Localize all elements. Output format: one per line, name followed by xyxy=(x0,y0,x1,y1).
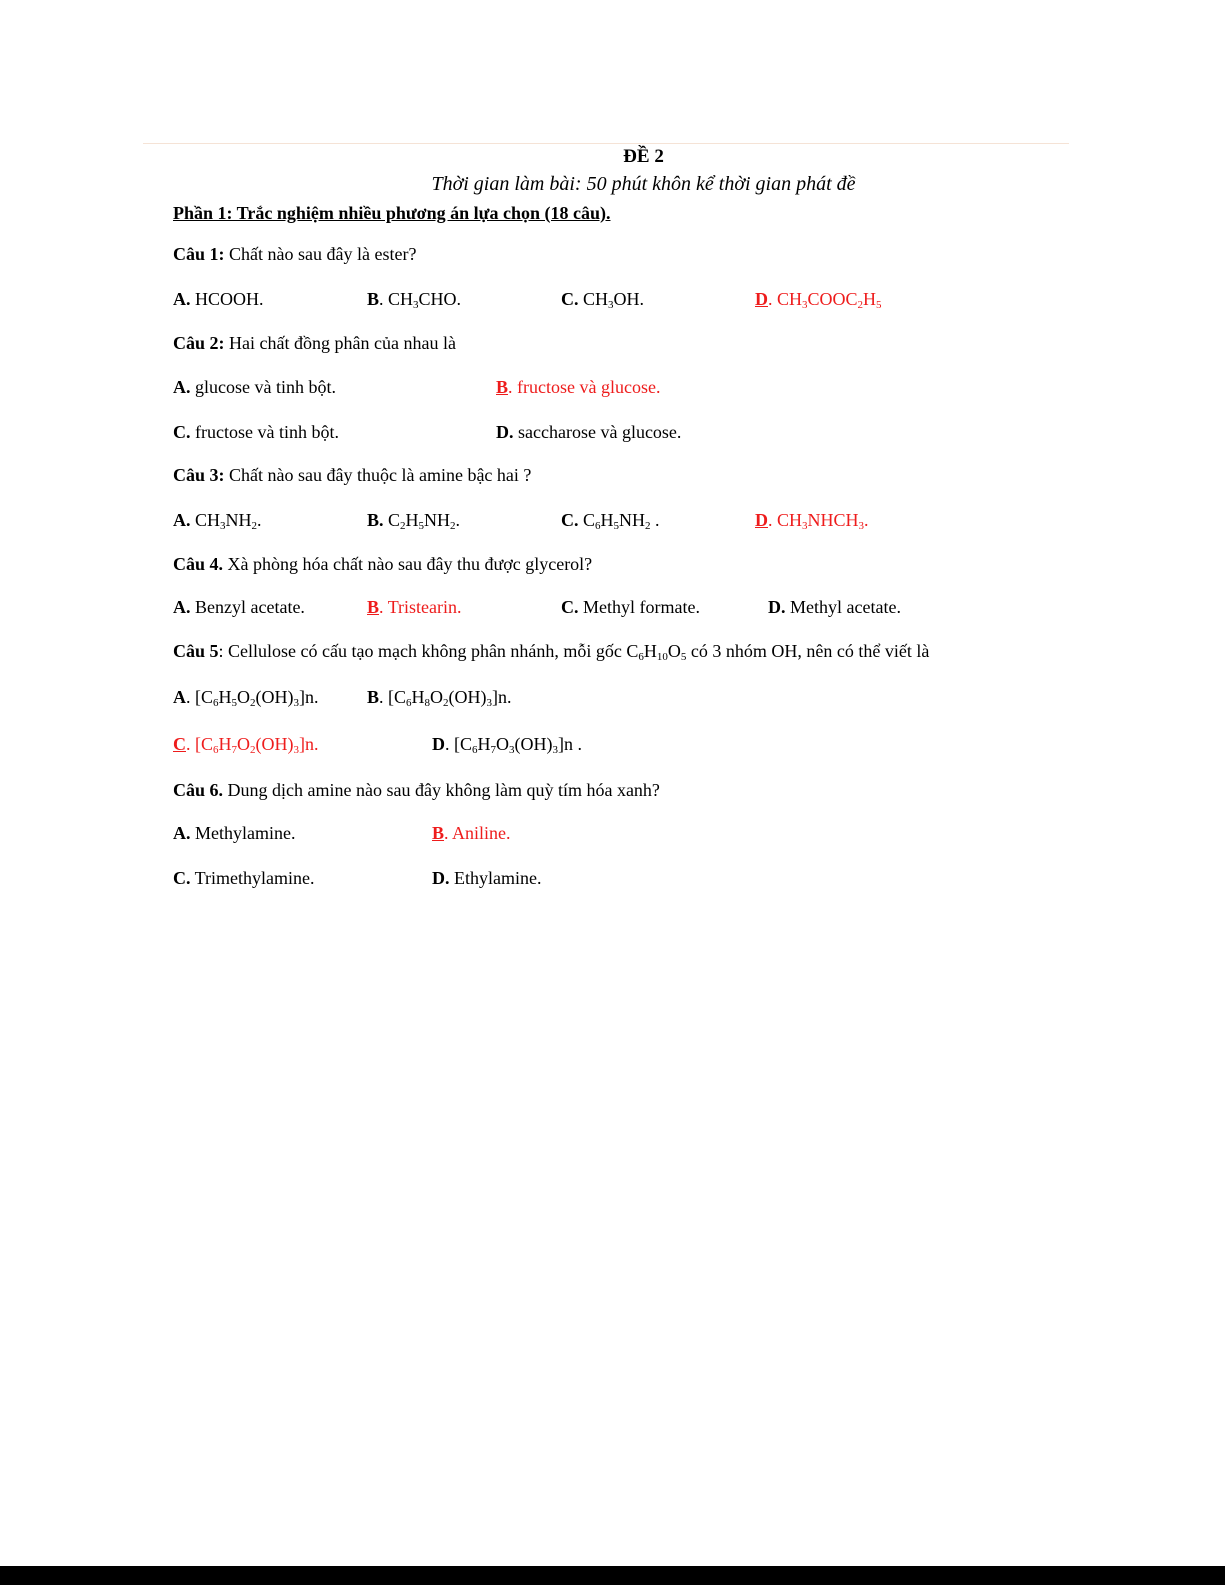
question-text: Chất nào sau đây là ester? xyxy=(224,244,417,264)
question-label: Câu 6. xyxy=(173,780,224,800)
option-4c: C. Methyl formate. xyxy=(561,597,700,617)
option-5d: D. $[C_6H_7O_3(OH)_3]n$ . xyxy=(432,734,582,756)
option-4d: D. Methyl acetate. xyxy=(768,597,901,617)
option-2d: D. saccharose và glucose. xyxy=(496,422,682,442)
option-5c-answer: C. $[C_6H_7O_2(OH)_3]n$. xyxy=(173,734,319,756)
option-1b: B. $CH_3CHO$. xyxy=(367,289,462,311)
question-label: Câu 4. xyxy=(173,554,224,574)
option-2a: A. glucose và tinh bột. xyxy=(173,377,336,397)
question-2 xyxy=(173,333,456,354)
option-6d: D. Ethylamine. xyxy=(432,868,542,888)
option-6b-answer: B. Aniline. xyxy=(432,823,511,843)
option-2c: C. fructose và tinh bột. xyxy=(173,422,339,442)
question-text: Xà phòng hóa chất nào sau đây thu được glycerol? xyxy=(223,554,593,574)
question-text: Dung dịch amine nào sau đây không làm quỳ tím hóa xanh? xyxy=(223,780,660,800)
header-divider xyxy=(143,143,1069,144)
question-label: Câu 5 xyxy=(173,641,219,661)
question-text: Hai chất đồng phân của nhau là xyxy=(224,333,456,353)
option-1a: A. HCOOH. xyxy=(173,289,264,309)
option-5b: B. $[C_6H_8O_2(OH)_3]n$. xyxy=(367,687,512,709)
option-2b-answer: B. fructose và glucose. xyxy=(496,377,661,397)
question-text: Chất nào sau đây thuộc là amine bậc hai ? xyxy=(224,465,532,485)
section-heading: Phần 1: Trắc nghiệm nhiều phương án lựa chọn (18 câu). xyxy=(173,203,611,223)
option-1c: C. $CH_3OH$. xyxy=(561,289,645,311)
question-text: : Cellulose có cấu tạo mạch không phân nhánh, mỗi gốc $C_6H_{10}O_5$ có 3 nhóm OH, nên có thể viết là xyxy=(218,641,930,663)
exam-title: ĐỀ 2 xyxy=(623,146,664,167)
question-label: Câu 2: xyxy=(173,333,225,353)
option-3a: A. $CH_3NH_2$. xyxy=(173,510,262,532)
question-label: Câu 1: xyxy=(173,244,225,264)
question-1 xyxy=(173,244,416,265)
option-6c: C. Trimethylamine. xyxy=(173,868,315,888)
option-4b-answer: B. Tristearin. xyxy=(367,597,462,617)
option-5a: A. $[C_6H_5O_2(OH)_3]n$. xyxy=(173,687,319,709)
option-1d-answer: D. $CH_3COOC_2H_5$ xyxy=(755,289,882,311)
question-4 xyxy=(173,554,592,575)
option-3b: B. $C_2H_5NH_2$. xyxy=(367,510,461,532)
exam-subtitle: Thời gian làm bài: 50 phút khôn kể thời gian phát đề xyxy=(431,173,856,195)
option-3c: C. $C_6H_5NH_2$ . xyxy=(561,510,660,532)
option-4a: A. Benzyl acetate. xyxy=(173,597,305,617)
option-6a: A. Methylamine. xyxy=(173,823,296,843)
page-bottom-bar xyxy=(0,1566,1225,1585)
option-3d-answer: D. $CH_3NHCH_3$. xyxy=(755,510,869,532)
question-6 xyxy=(173,780,660,801)
question-3 xyxy=(173,465,531,486)
question-5 xyxy=(173,641,929,662)
question-label: Câu 3: xyxy=(173,465,225,485)
